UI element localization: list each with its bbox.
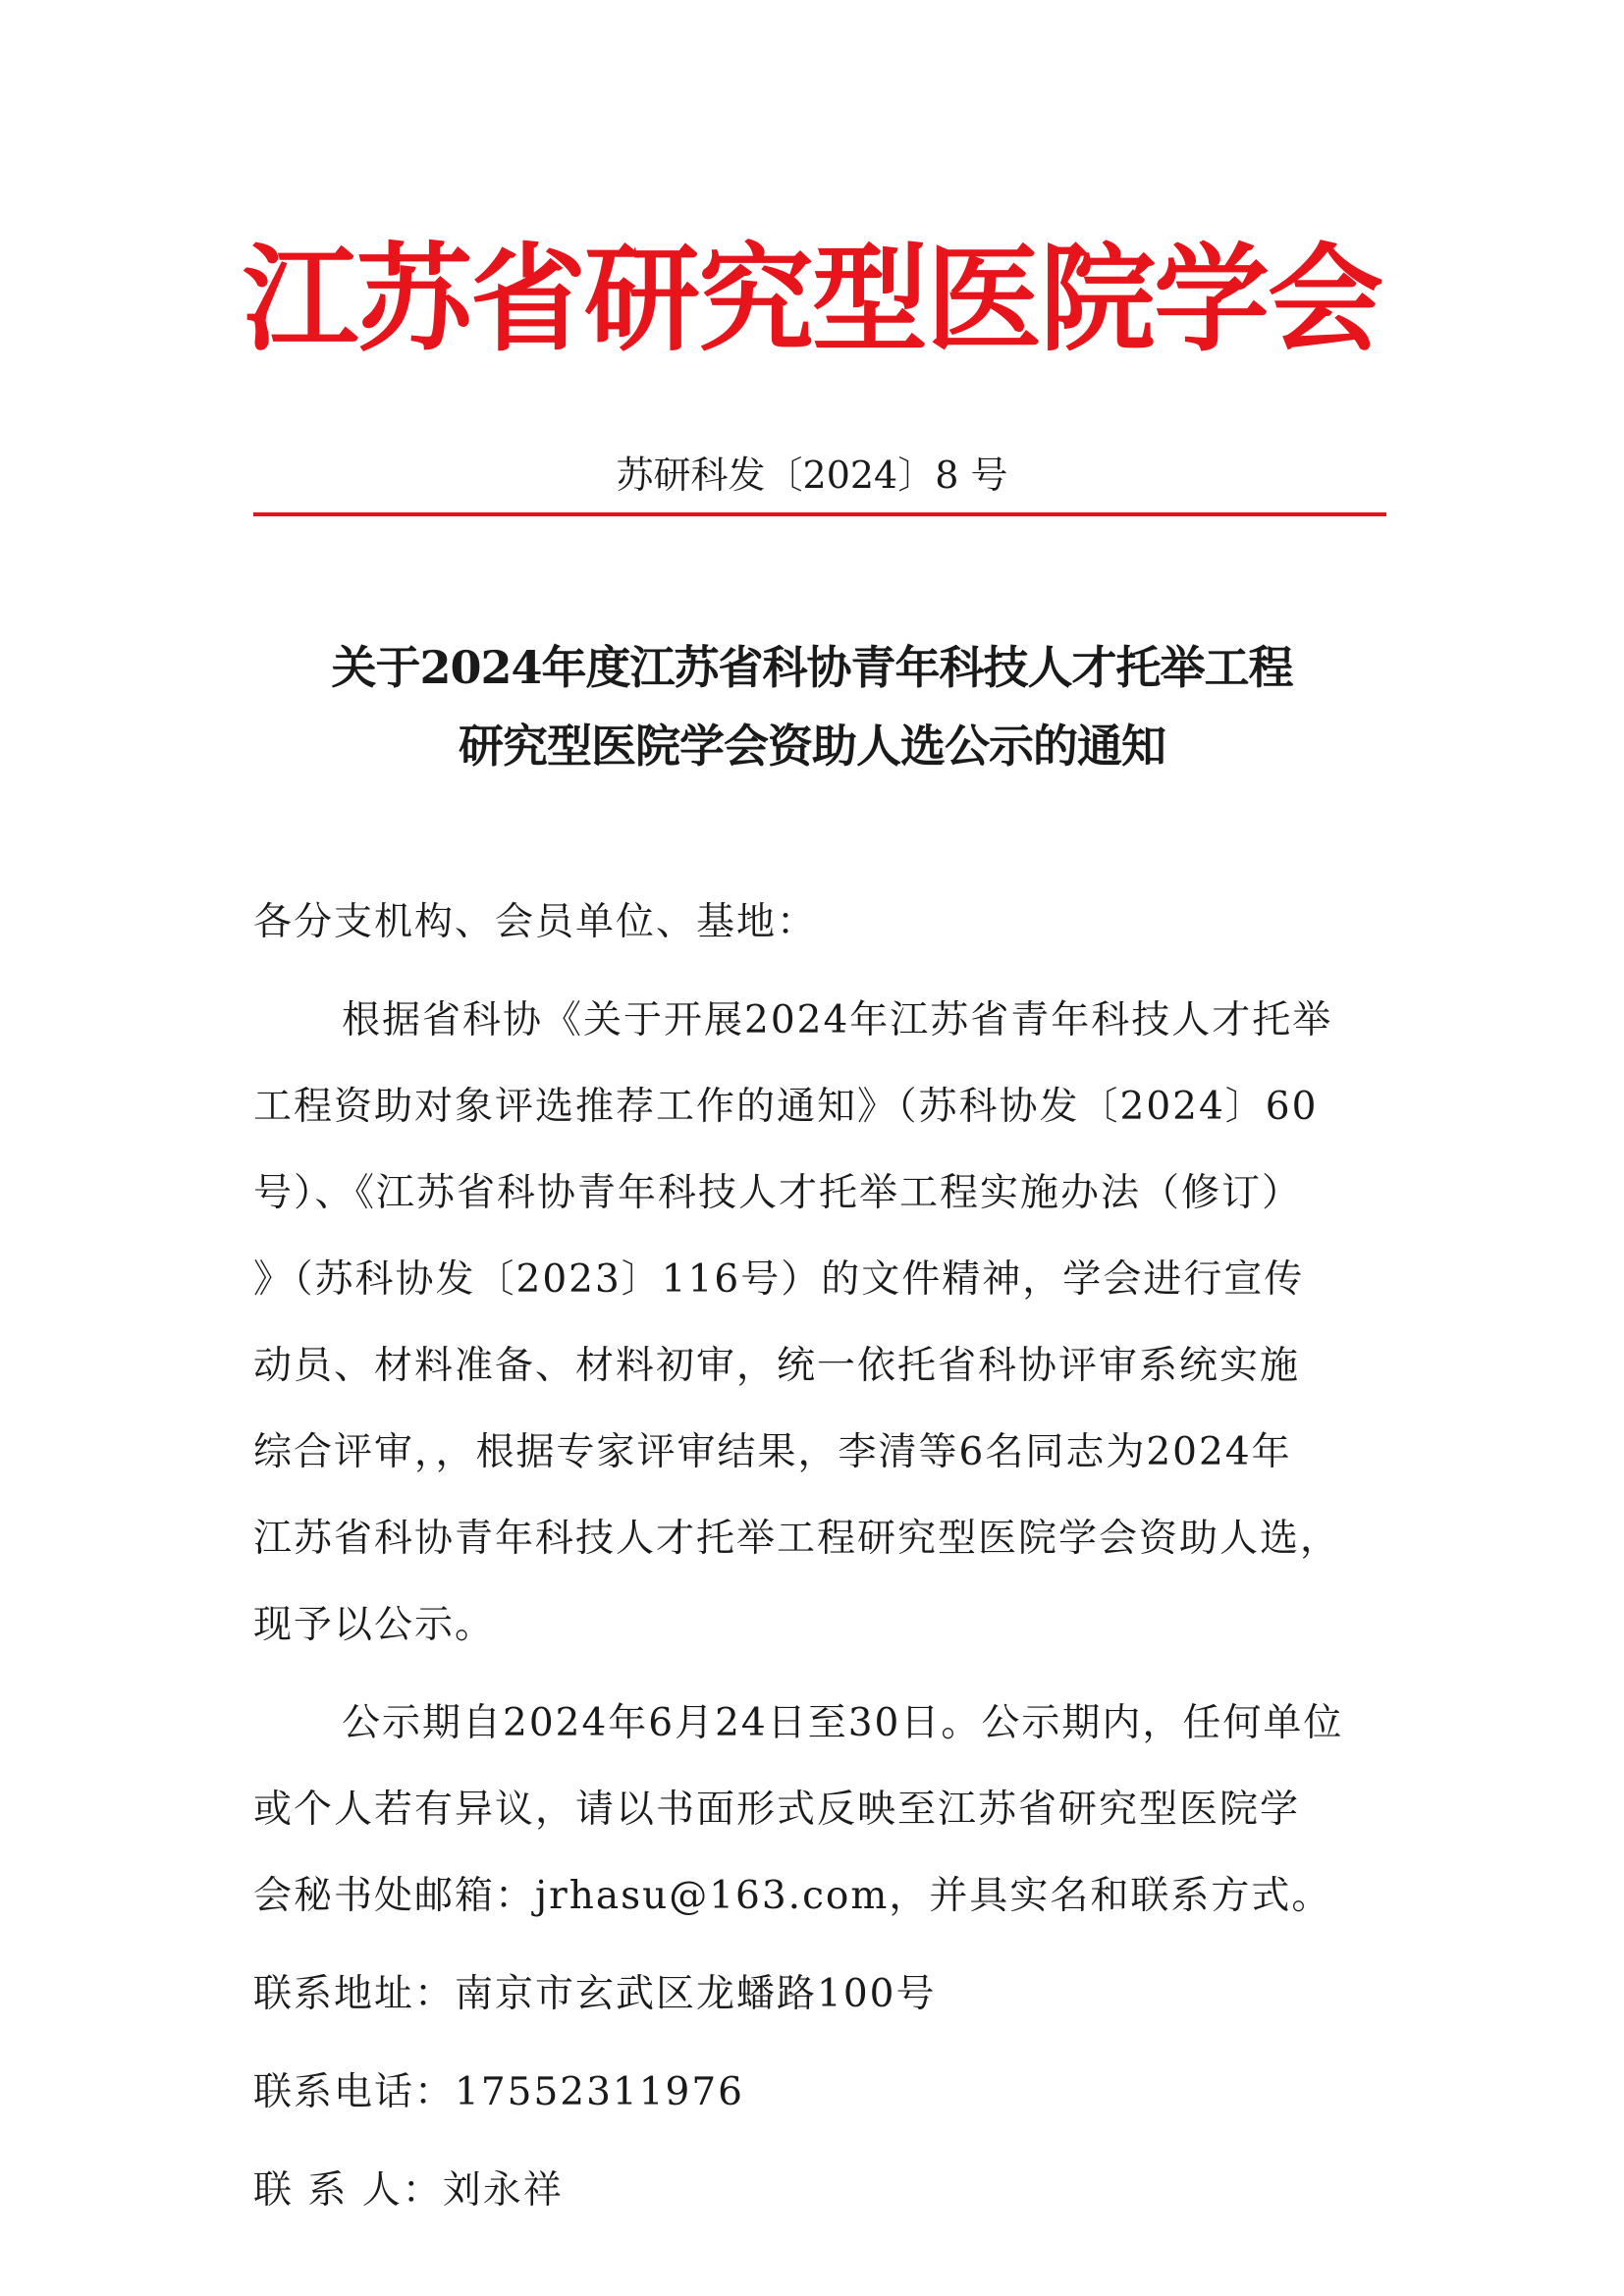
paragraph-2-line: 公示期自2024年6月24日至30日。公示期内，任何单位 xyxy=(342,1701,1344,1745)
paragraph-1-line: 动员、材料准备、材料初审，统一依托省科协评审系统实施 xyxy=(253,1344,1301,1388)
paragraph-1-line: 工程资助对象评选推荐工作的通知》（苏科协发〔2024〕60 xyxy=(253,1085,1319,1129)
paragraph-1-line: 》（苏科协发〔2023〕116号）的文件精神，学会进行宣传 xyxy=(253,1257,1305,1302)
document-number: 苏研科发〔2024〕8 号 xyxy=(616,454,1008,497)
contact-address: 联系地址：南京市玄武区龙蟠路100号 xyxy=(253,1972,937,2016)
contact-person: 联 系 人：刘永祥 xyxy=(253,2168,564,2213)
contact-phone: 联系电话：17552311976 xyxy=(253,2070,744,2114)
paragraph-2-line: 会秘书处邮箱：jrhasu@163.com，并具实名和联系方式。 xyxy=(253,1874,1332,1918)
red-divider-line xyxy=(253,512,1386,516)
notice-title-line-1: 关于2024年度江苏省科协青年科技人才托举工程 xyxy=(331,641,1293,694)
org-name-heading: 江苏省研究型医院学会 xyxy=(242,232,1381,367)
paragraph-1-line: 根据省科协《关于开展2024年江苏省青年科技人才托举 xyxy=(342,998,1333,1042)
paragraph-2-line: 或个人若有异议，请以书面形式反映至江苏省研究型医院学 xyxy=(253,1788,1301,1832)
salutation: 各分支机构、会员单位、基地： xyxy=(253,900,818,944)
paragraph-1-line: 综合评审，，根据专家评审结果，李清等6名同志为2024年 xyxy=(253,1430,1292,1474)
paragraph-1-line: 号）、《江苏省科协青年科技人才托举工程实施办法（修订） xyxy=(253,1171,1303,1215)
paragraph-1-line: 江苏省科协青年科技人才托举工程研究型医院学会资助人选， xyxy=(253,1517,1341,1561)
paragraph-1-line: 现予以公示。 xyxy=(253,1603,496,1647)
notice-title-line-2: 研究型医院学会资助人选公示的通知 xyxy=(459,720,1165,773)
